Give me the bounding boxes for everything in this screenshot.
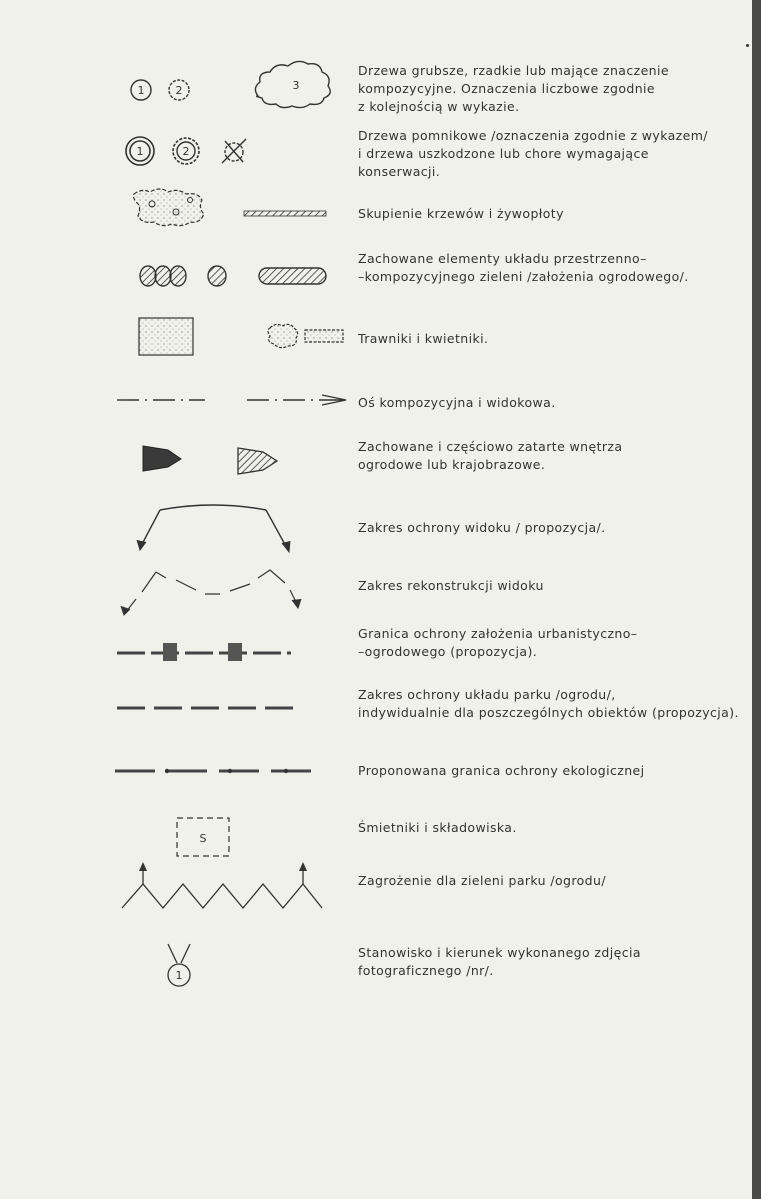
legend-text-dumps: Śmietniki i składowiska. <box>358 820 517 835</box>
shrub-cluster-symbol <box>133 189 204 226</box>
ecological-boundary-symbol <box>115 769 323 773</box>
dump-symbol <box>177 818 229 856</box>
legend-text-trees: Drzewa grubsze, rzadkie lub mające znaczenie kompozycyjne. Oznaczenia liczbowe zgodnie z kolejnością w wykazie. <box>358 63 669 114</box>
camera-station-icon <box>168 944 190 986</box>
view-protection-symbol <box>137 505 290 552</box>
legend-text-lawns: Trawniki i kwietniki. <box>358 331 489 346</box>
legend-text-photo: Stanowisko i kierunek wykonanego zdjęcia fotograficznego /nr/. <box>358 945 641 978</box>
legend-text-preserved: Zachowane elementy układu przestrzenno– –kompozycyjnego zieleni /założenia ogrodowego/. <box>358 251 689 284</box>
preserved-element-row <box>140 266 186 286</box>
monument-tree-number-2: 2 <box>182 145 190 158</box>
lawn-symbol <box>139 318 193 355</box>
speck <box>746 44 749 47</box>
view-axis-arrow-symbol <box>247 395 346 405</box>
tree-symbol-2-rough <box>169 80 189 100</box>
monument-tree-number: 1 <box>136 145 144 158</box>
tree-number-2: 2 <box>175 84 183 97</box>
hedge-symbol <box>244 211 326 216</box>
page-edge-shadow <box>752 0 761 1199</box>
legend-text-park-layout: Zakres ochrony układu parku /ogrodu/, indywidualnie dla poszczególnych obiektów (propozycja). <box>358 687 739 720</box>
legend-symbols <box>0 0 360 1199</box>
flowerbed-symbol <box>268 324 343 347</box>
legend-text-urban-boundary: Granica ochrony założenia urbanistyczno– –ogrodowego (propozycja). <box>358 626 638 659</box>
legend-text-view-protection: Zakres ochrony widoku / propozycja/. <box>358 520 606 535</box>
legend-text-axis: Oś kompozycyjna i widokowa. <box>358 395 556 410</box>
threat-zigzag-symbol <box>122 862 322 908</box>
preserved-element-single <box>208 266 226 286</box>
tree-group-number-3: 3 <box>292 79 300 92</box>
legend-text-monument-trees: Drzewa pomnikowe /oznaczenia zgodnie z wykazem/ i drzewa uszkodzone lub chore wymagające konserwacji. <box>358 128 708 179</box>
legend-text-view-reconstruction: Zakres rekonstrukcji widoku <box>358 578 544 593</box>
legend-text-ecological: Proponowana granica ochrony ekologicznej <box>358 763 645 778</box>
preserved-interior-arrow <box>143 446 181 471</box>
tree-group-cloud-3 <box>255 61 330 107</box>
tree-symbol-1 <box>131 80 151 100</box>
monument-tree-2 <box>173 138 199 164</box>
monument-tree-1 <box>126 137 154 165</box>
damaged-tree-icon <box>222 139 246 163</box>
legend-text-shrubs: Skupienie krzewów i żywopłoty <box>358 206 564 221</box>
legend-text-interiors: Zachowane i częściowo zatarte wnętrza ogrodowe lub krajobrazowe. <box>358 439 623 472</box>
photo-number: 1 <box>175 969 183 982</box>
legend-text-threat: Zagrożenie dla zieleni parku /ogrodu/ <box>358 873 606 888</box>
dump-label-s: S <box>199 832 207 845</box>
partially-erased-interior-arrow <box>238 448 277 474</box>
view-reconstruction-symbol <box>121 570 301 615</box>
tree-number-1: 1 <box>137 84 145 97</box>
urban-boundary-symbol <box>117 643 291 661</box>
preserved-element-band <box>259 268 326 284</box>
